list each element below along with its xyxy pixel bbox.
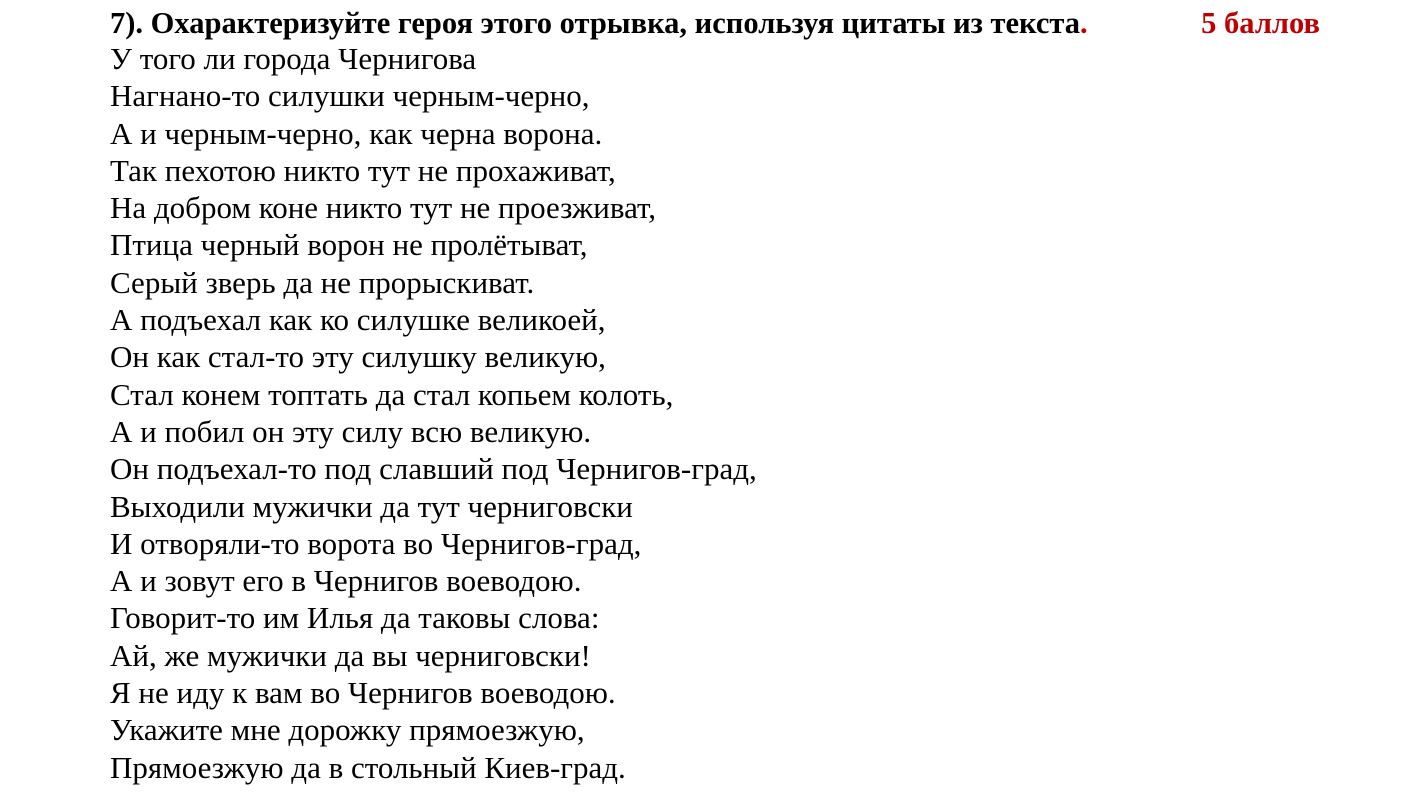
poem-line: Он как стал-то эту силушку великую, (110, 339, 606, 375)
poem-line: А и побил он эту силу всю великую. (110, 413, 592, 449)
question-header (110, 3, 1340, 43)
poem-line: Нагнано-то силушки черным-черно, (110, 78, 590, 114)
question-text: 7). Охарактеризуйте героя этого отрывка, используя цитаты из текста (110, 6, 1080, 40)
poem-line: И отворяли-то ворота во Чернигов-град, (110, 525, 642, 561)
points-label: 5 баллов (1201, 6, 1320, 40)
poem-line: На добром коне никто тут не проезживат, (110, 190, 657, 226)
question-period: . (1080, 6, 1088, 40)
cutoff-glyph (502, 786, 510, 796)
poem-line: Я не иду к вам во Чернигов воеводою. (110, 675, 616, 711)
poem-text (110, 40, 1310, 786)
poem-line: У того ли города Чернигова (110, 41, 477, 76)
poem-line: Выходили мужички да тут черниговски (110, 488, 633, 524)
poem-line: А подъехал как ко силушке великоей, (110, 302, 606, 338)
poem-line: Прямоезжую да в стольный Киев-град. (110, 749, 626, 785)
poem-line: Укажите мне дорожку прямоезжую, (110, 712, 585, 748)
poem-line: Так пехотою никто тут не прохаживат, (110, 152, 616, 188)
poem-line: Говорит-то им Илья да таковы слова: (110, 600, 600, 636)
poem-line: А и черным-черно, как черна ворона. (110, 115, 603, 151)
poem-line: Стал конем топтать да стал копьем колоть, (110, 376, 674, 412)
question-title (110, 3, 1088, 43)
poem-line: Ай, же мужички да вы черниговски! (110, 637, 591, 673)
poem-line: Он подъехал-то под славший под Чернигов-град, (110, 451, 757, 487)
poem-line: Серый зверь да не прорыскиват. (110, 264, 535, 300)
poem-line: А и зовут его в Чернигов воеводою. (110, 563, 582, 599)
cutoff-next-line (110, 786, 1310, 796)
poem-line: Птица черный ворон не пролётыват, (110, 227, 588, 263)
